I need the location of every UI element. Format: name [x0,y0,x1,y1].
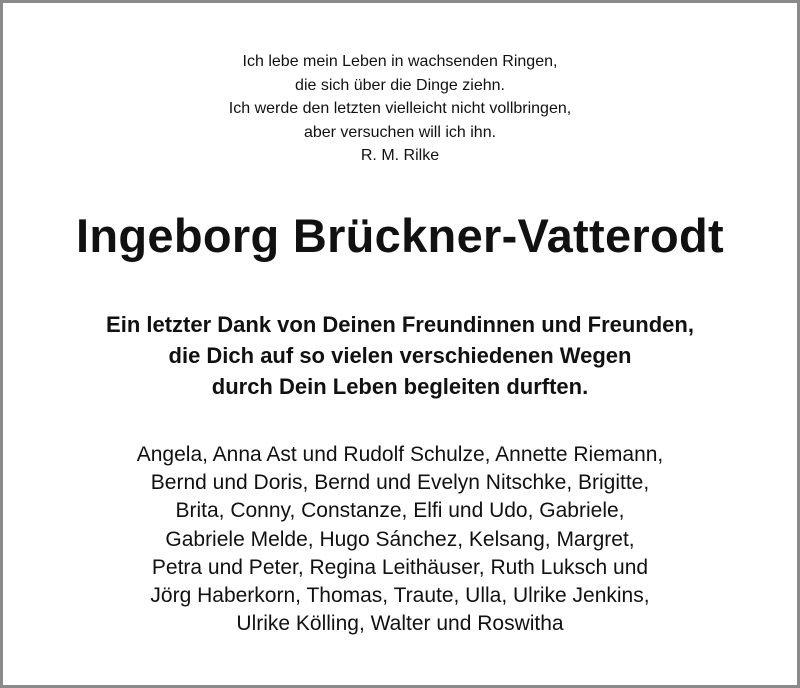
signatories-line: Bernd und Doris, Bernd und Evelyn Nitschke, Brigitte, [150,471,650,495]
poem-quote [3,50,797,168]
poem-line: die sich über die Dinge ziehn. [295,76,505,94]
thanks-line: die Dich auf so vielen verschiedenen Wegen [168,343,632,368]
signatories-line: Jörg Haberkorn, Thomas, Traute, Ulla, Ulrike Jenkins, [150,584,650,608]
thanks-line: durch Dein Leben begleiten durften. [211,374,589,399]
signatories-line: Ulrike Kölling, Walter und Roswitha [236,612,564,636]
poem-line: Ich lebe mein Leben in wachsenden Ringen, [242,53,558,70]
poem-line: Ich werde den letzten vielleicht nicht vollbringen, [228,100,572,117]
signatories-line: Angela, Anna Ast und Rudolf Schulze, Annette Riemann, [136,443,664,466]
signatories-list [3,441,797,638]
deceased-name: Ingeborg Brückner-Vatterodt [76,209,724,262]
signatories-line: Brita, Conny, Constanze, Elfi und Udo, Gabriele, [175,499,625,523]
poem-author: R. M. Rilke [360,147,440,164]
signatories-line: Gabriele Melde, Hugo Sánchez, Kelsang, Margret, [165,527,635,551]
poem-line: aber versuchen will ich ihn. [303,123,497,141]
thanks-line: Ein letzter Dank von Deinen Freundinnen und Freunden, [106,312,694,337]
signatories-line: Petra und Peter, Regina Leithäuser, Ruth Luksch und [151,555,649,579]
thanks-message [3,309,797,402]
